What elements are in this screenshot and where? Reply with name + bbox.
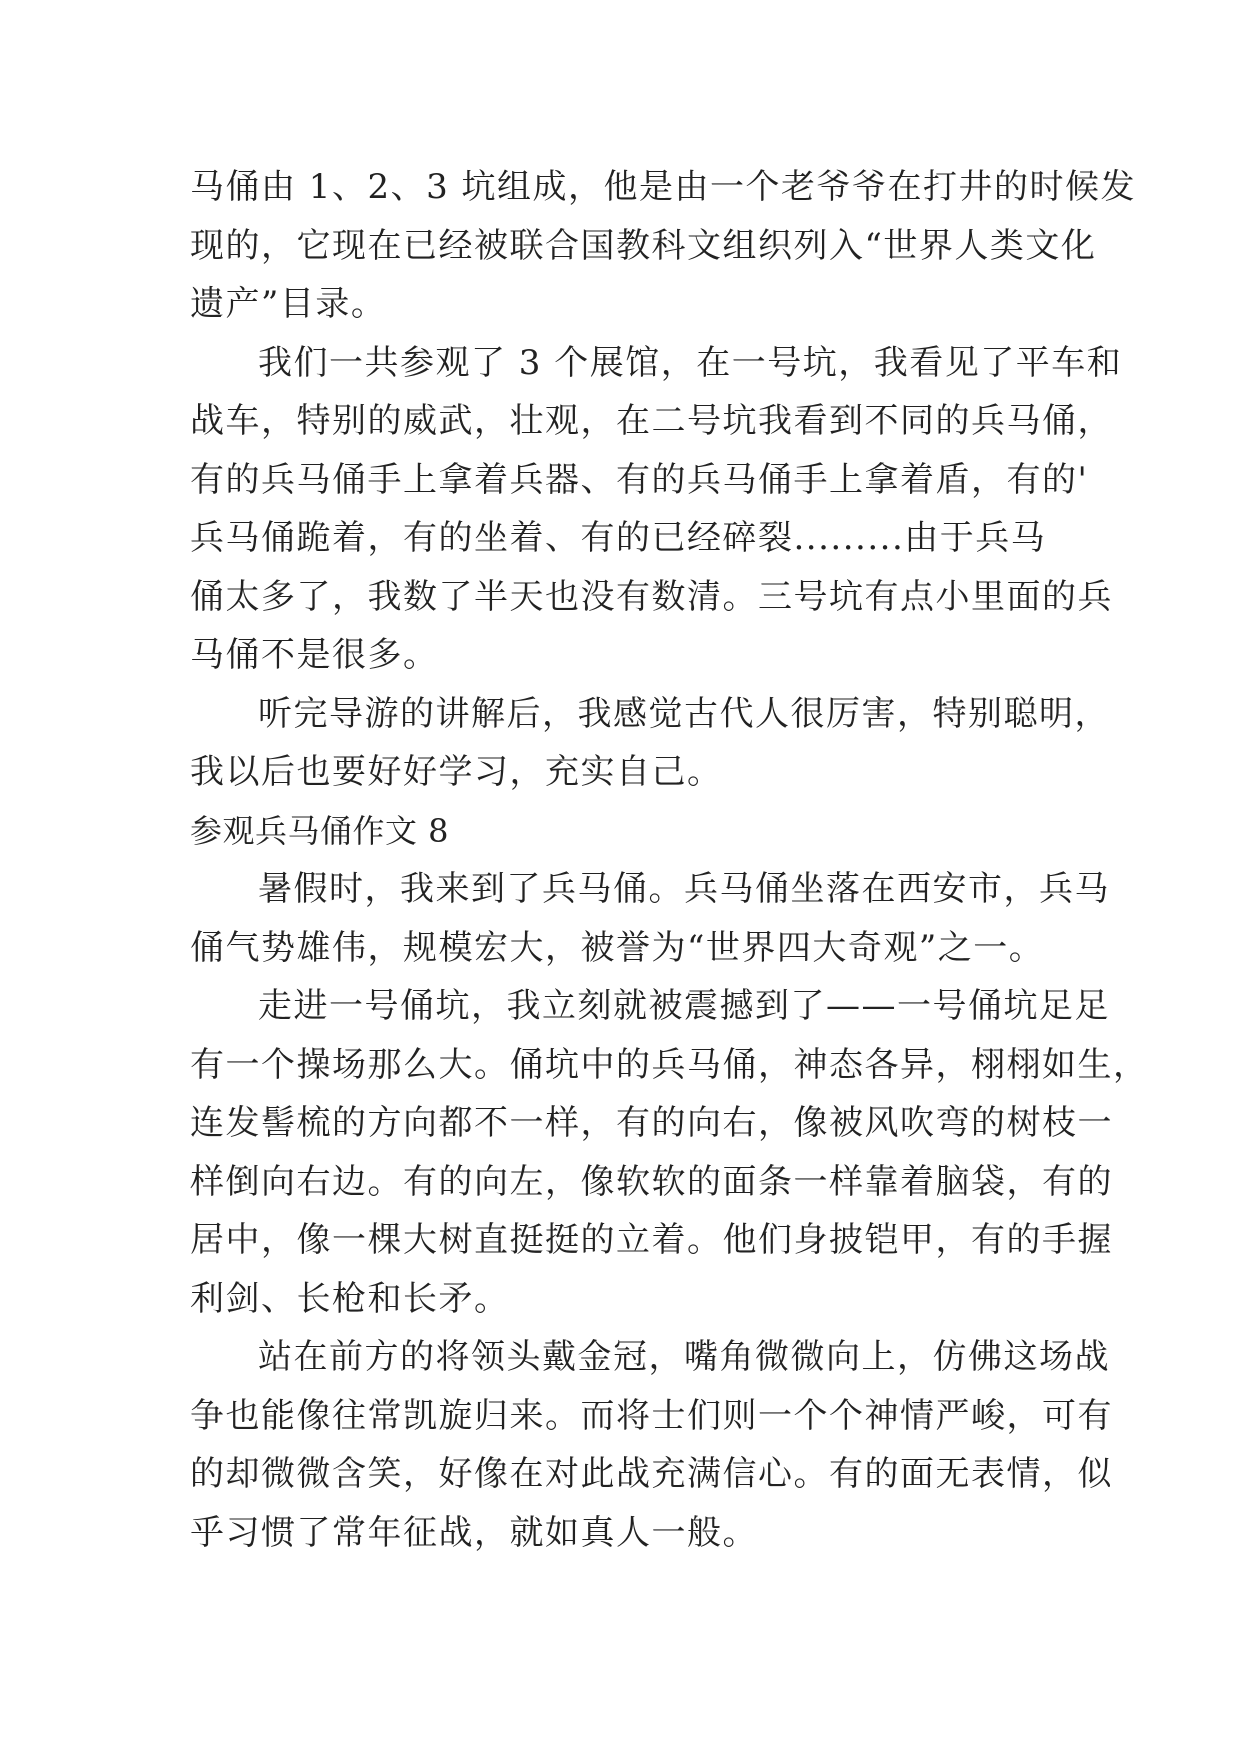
text-line: 争也能像往常凯旋归来。而将士们则一个个神情严峻，可有 [190,1395,1113,1436]
text-line: 我以后也要好好学习，充实自己。 [190,752,723,792]
text-line: 马俑由 1、2、3 坑组成，他是由一个老爷爷在打井的时候发 [190,167,1137,207]
text-line: 遗产”目录。 [190,284,387,324]
document-body [190,158,1149,1562]
text-line: 乎习惯了常年征战，就如真人一般。 [190,1512,758,1553]
text-line: 有的兵马俑手上拿着兵器、有的兵马俑手上拿着盾，有的' [190,459,1089,500]
paragraph-first-line: 听完导游的讲解后，我感觉古代人很厉害，特别聪明， [258,693,1110,734]
text-line: 俑太多了，我数了半天也没有数清。三号坑有点小里面的兵 [190,576,1113,617]
text-line: 居中，像一棵大树直挺挺的立着。他们身披铠甲，有的手握 [190,1220,1113,1260]
paragraph-first-line: 走进一号俑坑，我立刻就被震撼到了——一号俑坑足足 [258,986,1110,1026]
text-line: 有一个操场那么大。俑坑中的兵马俑，神态各异，栩栩如生， [190,1044,1149,1085]
text-line: 连发髻梳的方向都不一样，有的向右，像被风吹弯的树枝一 [190,1103,1113,1143]
text-line: 俑气势雄伟，规模宏大，被誉为“世界四大奇观”之一。 [190,927,1045,968]
text-line: 样倒向右边。有的向左，像软软的面条一样靠着脑袋，有的 [190,1161,1113,1202]
text-line: 兵马俑跪着，有的坐着、有的已经碎裂.........由于兵马 [190,518,1047,558]
text-line: 马俑不是很多。 [190,635,439,675]
section-heading: 参观兵马俑作文 8 [190,811,450,850]
text-line: 现的，它现在已经被联合国教科文组织列入“世界人类文化 [190,225,1097,266]
text-line: 战车，特别的威武，壮观，在二号坑我看到不同的兵马俑， [190,401,1113,441]
text-line: 的却微微含笑，好像在对此战充满信心。有的面无表情，似 [190,1454,1113,1494]
paragraph-first-line: 站在前方的将领头戴金冠，嘴角微微向上，仿佛这场战 [258,1337,1110,1377]
paragraph-first-line: 我们一共参观了 3 个展馆，在一号坑，我看见了平车和 [258,342,1123,383]
text-line: 利剑、长枪和长矛。 [190,1278,510,1319]
paragraph-first-line: 暑假时，我来到了兵马俑。兵马俑坐落在西安市，兵马 [258,869,1110,909]
